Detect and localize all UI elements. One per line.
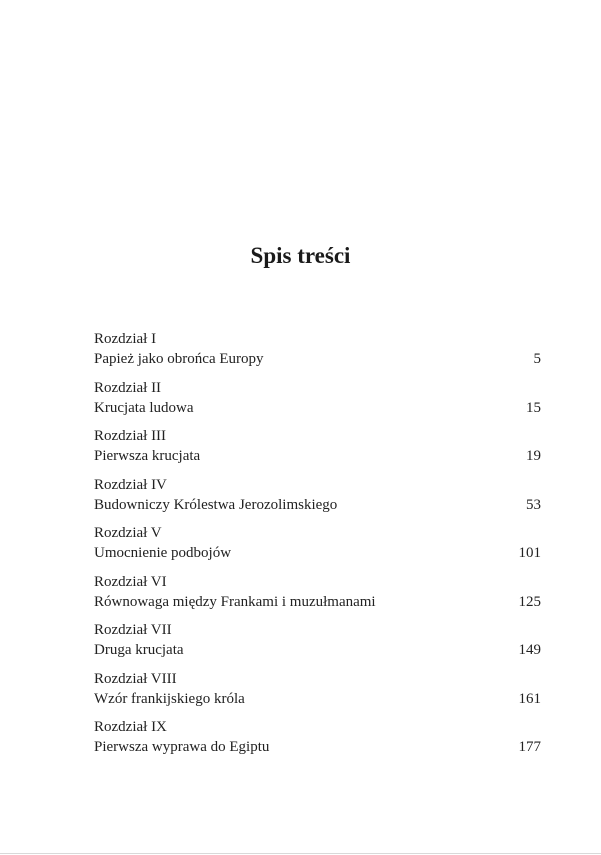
chapter-label: Rozdział IV	[94, 476, 167, 493]
chapter-label: Rozdział I	[94, 331, 157, 347]
chapter-page-number: 19	[526, 448, 541, 464]
toc-entry-8[interactable]	[94, 669, 541, 710]
chapter-page-number: 125	[518, 593, 541, 610]
chapter-page-number: 149	[518, 642, 541, 658]
toc-entry-2[interactable]	[94, 378, 541, 419]
chapter-label: Rozdział II	[94, 379, 162, 396]
chapter-title: Budowniczy Królestwa Jerozolimskiego	[94, 496, 338, 513]
chapter-title: Równowaga między Frankami i muzułmanami	[94, 593, 376, 610]
chapter-page-number: 101	[518, 545, 541, 561]
chapter-label: Rozdział V	[94, 525, 162, 541]
toc-entry-4[interactable]	[94, 475, 541, 516]
chapter-label: Rozdział VII	[94, 622, 172, 638]
chapter-title: Umocnienie podbojów	[94, 545, 232, 561]
chapter-page-number: 53	[526, 496, 541, 513]
chapter-label: Rozdział VIII	[94, 670, 177, 687]
chapter-page-number: 177	[518, 739, 541, 755]
chapter-title: Druga krucjata	[94, 642, 184, 658]
toc-entry-9[interactable]	[94, 717, 541, 758]
chapter-title: Krucjata ludowa	[94, 399, 194, 416]
chapter-label: Rozdział IX	[94, 719, 167, 735]
page-title: Spis treści	[250, 243, 351, 268]
page-bottom-divider	[0, 853, 601, 854]
chapter-page-number: 15	[526, 399, 541, 416]
chapter-title: Pierwsza krucjata	[94, 448, 201, 464]
chapter-page-number: 161	[518, 690, 541, 707]
toc-entry-7[interactable]	[94, 620, 541, 661]
chapter-label: Rozdział VI	[94, 573, 167, 590]
toc-entry-6[interactable]	[94, 572, 541, 613]
chapter-title: Papież jako obrońca Europy	[94, 351, 264, 367]
chapter-label: Rozdział III	[94, 428, 167, 444]
toc-entry-5[interactable]	[94, 523, 541, 564]
chapter-title: Wzór frankijskiego króla	[94, 690, 245, 707]
chapter-page-number: 5	[533, 351, 541, 367]
toc-entry-1[interactable]	[94, 329, 541, 370]
chapter-title: Pierwsza wyprawa do Egiptu	[94, 739, 270, 755]
table-of-contents	[94, 329, 541, 766]
toc-entry-3[interactable]	[94, 426, 541, 467]
